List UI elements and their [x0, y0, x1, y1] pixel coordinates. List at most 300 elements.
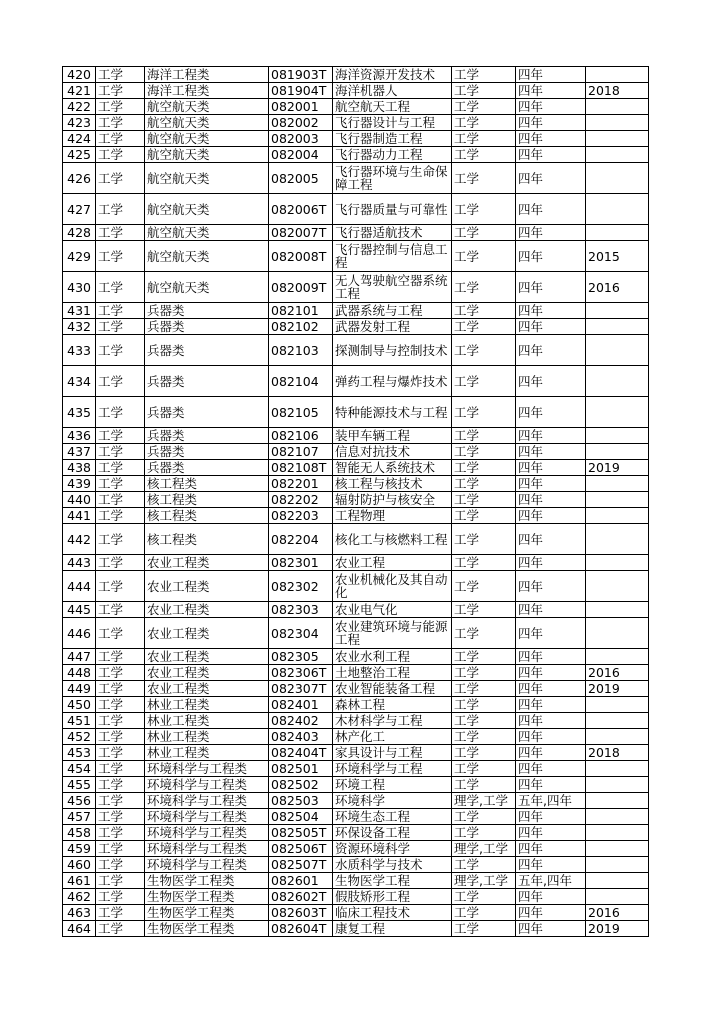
discipline-category-cell: 工学: [96, 83, 145, 99]
major-code-cell: 082003: [269, 131, 333, 147]
major-class-cell: 核工程类: [145, 476, 269, 492]
table-row: [63, 921, 649, 937]
major-class-cell: 林业工程类: [145, 697, 269, 713]
year-added-cell: [586, 857, 649, 873]
discipline-category-cell: 工学: [96, 761, 145, 777]
duration-cell: 四年: [516, 147, 586, 163]
table-row: [63, 115, 649, 131]
discipline-category-cell: 工学: [96, 873, 145, 889]
table-row: [63, 889, 649, 905]
major-code-cell: 082603T: [269, 905, 333, 921]
degree-cell: 工学: [452, 729, 516, 745]
major-class-cell: 环境科学与工程类: [145, 825, 269, 841]
year-added-cell: [586, 841, 649, 857]
degree-cell: 工学: [452, 99, 516, 115]
table-row: [63, 99, 649, 115]
row-number-cell: 456: [63, 793, 96, 809]
major-name-cell: 农业水利工程: [333, 649, 452, 665]
major-code-cell: 082201: [269, 476, 333, 492]
major-code-cell: 082101: [269, 303, 333, 319]
degree-cell: 工学: [452, 366, 516, 397]
degree-cell: 工学: [452, 476, 516, 492]
major-class-cell: 农业工程类: [145, 665, 269, 681]
major-class-cell: 兵器类: [145, 428, 269, 444]
row-number-cell: 461: [63, 873, 96, 889]
major-name-cell: 工程物理: [333, 508, 452, 524]
duration-cell: 四年: [516, 665, 586, 681]
major-name-cell: 农业机械化及其自动化: [333, 571, 452, 602]
table-row: [63, 428, 649, 444]
year-added-cell: [586, 131, 649, 147]
row-number-cell: 435: [63, 397, 96, 428]
major-class-cell: 海洋工程类: [145, 67, 269, 83]
major-class-cell: 环境科学与工程类: [145, 857, 269, 873]
degree-cell: 工学: [452, 697, 516, 713]
degree-cell: 工学: [452, 921, 516, 937]
duration-cell: 四年: [516, 225, 586, 241]
discipline-category-cell: 工学: [96, 460, 145, 476]
major-class-cell: 环境科学与工程类: [145, 761, 269, 777]
duration-cell: 四年: [516, 857, 586, 873]
major-name-cell: 信息对抗技术: [333, 444, 452, 460]
duration-cell: 四年: [516, 697, 586, 713]
major-name-cell: 环境科学与工程: [333, 761, 452, 777]
major-class-cell: 生物医学工程类: [145, 921, 269, 937]
row-number-cell: 446: [63, 618, 96, 649]
major-class-cell: 兵器类: [145, 460, 269, 476]
table-row: [63, 524, 649, 555]
degree-cell: 理学,工学: [452, 793, 516, 809]
duration-cell: 四年: [516, 761, 586, 777]
table-row: [63, 163, 649, 194]
row-number-cell: 431: [63, 303, 96, 319]
duration-cell: 四年: [516, 476, 586, 492]
year-added-cell: [586, 67, 649, 83]
discipline-category-cell: 工学: [96, 319, 145, 335]
discipline-category-cell: 工学: [96, 905, 145, 921]
major-code-cell: 082001: [269, 99, 333, 115]
row-number-cell: 443: [63, 555, 96, 571]
duration-cell: 四年: [516, 921, 586, 937]
degree-cell: 工学: [452, 618, 516, 649]
major-class-cell: 航空航天类: [145, 163, 269, 194]
degree-cell: 工学: [452, 335, 516, 366]
row-number-cell: 439: [63, 476, 96, 492]
major-code-cell: 082006T: [269, 194, 333, 225]
table-row: [63, 857, 649, 873]
row-number-cell: 441: [63, 508, 96, 524]
discipline-category-cell: 工学: [96, 335, 145, 366]
degree-cell: 工学: [452, 241, 516, 272]
degree-cell: 工学: [452, 602, 516, 618]
year-added-cell: [586, 147, 649, 163]
table-row: [63, 476, 649, 492]
major-name-cell: 环境生态工程: [333, 809, 452, 825]
year-added-cell: 2019: [586, 921, 649, 937]
major-code-cell: 082002: [269, 115, 333, 131]
degree-cell: 工学: [452, 428, 516, 444]
duration-cell: 四年: [516, 335, 586, 366]
discipline-category-cell: 工学: [96, 809, 145, 825]
major-code-cell: 082505T: [269, 825, 333, 841]
major-name-cell: 资源环境科学: [333, 841, 452, 857]
major-name-cell: 无人驾驶航空器系统工程: [333, 272, 452, 303]
discipline-category-cell: 工学: [96, 194, 145, 225]
row-number-cell: 423: [63, 115, 96, 131]
major-class-cell: 环境科学与工程类: [145, 793, 269, 809]
row-number-cell: 459: [63, 841, 96, 857]
discipline-category-cell: 工学: [96, 476, 145, 492]
duration-cell: 四年: [516, 194, 586, 225]
year-added-cell: [586, 397, 649, 428]
major-class-cell: 农业工程类: [145, 602, 269, 618]
major-code-cell: 081904T: [269, 83, 333, 99]
duration-cell: 四年: [516, 492, 586, 508]
major-code-cell: 082302: [269, 571, 333, 602]
duration-cell: 四年: [516, 83, 586, 99]
year-added-cell: 2016: [586, 272, 649, 303]
major-code-cell: 081903T: [269, 67, 333, 83]
row-number-cell: 449: [63, 681, 96, 697]
duration-cell: 四年: [516, 444, 586, 460]
discipline-category-cell: 工学: [96, 397, 145, 428]
table-row: [63, 745, 649, 761]
year-added-cell: [586, 618, 649, 649]
degree-cell: 工学: [452, 147, 516, 163]
year-added-cell: [586, 163, 649, 194]
discipline-category-cell: 工学: [96, 67, 145, 83]
discipline-category-cell: 工学: [96, 428, 145, 444]
row-number-cell: 452: [63, 729, 96, 745]
row-number-cell: 455: [63, 777, 96, 793]
table-row: [63, 147, 649, 163]
duration-cell: 四年: [516, 67, 586, 83]
year-added-cell: [586, 99, 649, 115]
table-row: [63, 681, 649, 697]
table-row: [63, 873, 649, 889]
degree-cell: 工学: [452, 460, 516, 476]
duration-cell: 四年: [516, 555, 586, 571]
table-row: [63, 649, 649, 665]
duration-cell: 四年: [516, 115, 586, 131]
major-name-cell: 临床工程技术: [333, 905, 452, 921]
table-row: [63, 492, 649, 508]
major-code-cell: 082009T: [269, 272, 333, 303]
major-code-cell: 082503: [269, 793, 333, 809]
table-row: [63, 555, 649, 571]
degree-cell: 工学: [452, 713, 516, 729]
major-code-cell: 082402: [269, 713, 333, 729]
major-class-cell: 林业工程类: [145, 729, 269, 745]
degree-cell: 工学: [452, 649, 516, 665]
major-code-cell: 082104: [269, 366, 333, 397]
major-class-cell: 农业工程类: [145, 571, 269, 602]
degree-cell: 理学,工学: [452, 873, 516, 889]
discipline-category-cell: 工学: [96, 303, 145, 319]
degree-cell: 工学: [452, 745, 516, 761]
major-name-cell: 森林工程: [333, 697, 452, 713]
table-row: [63, 460, 649, 476]
row-number-cell: 462: [63, 889, 96, 905]
table-row: [63, 508, 649, 524]
major-class-cell: 生物医学工程类: [145, 873, 269, 889]
row-number-cell: 427: [63, 194, 96, 225]
duration-cell: 四年: [516, 131, 586, 147]
table-row: [63, 225, 649, 241]
duration-cell: 四年: [516, 618, 586, 649]
row-number-cell: 448: [63, 665, 96, 681]
major-code-cell: 082007T: [269, 225, 333, 241]
year-added-cell: [586, 335, 649, 366]
discipline-category-cell: 工学: [96, 555, 145, 571]
major-code-cell: 082306T: [269, 665, 333, 681]
degree-cell: 工学: [452, 163, 516, 194]
discipline-category-cell: 工学: [96, 745, 145, 761]
duration-cell: 四年: [516, 649, 586, 665]
table-row: [63, 83, 649, 99]
duration-cell: 四年: [516, 841, 586, 857]
row-number-cell: 438: [63, 460, 96, 476]
row-number-cell: 463: [63, 905, 96, 921]
duration-cell: 四年: [516, 713, 586, 729]
table-row: [63, 319, 649, 335]
major-code-cell: 082601: [269, 873, 333, 889]
table-row: [63, 761, 649, 777]
duration-cell: 四年: [516, 571, 586, 602]
degree-cell: 工学: [452, 83, 516, 99]
major-code-cell: 082404T: [269, 745, 333, 761]
duration-cell: 四年: [516, 272, 586, 303]
degree-cell: 工学: [452, 665, 516, 681]
major-name-cell: 飞行器环境与生命保障工程: [333, 163, 452, 194]
year-added-cell: [586, 889, 649, 905]
year-added-cell: [586, 713, 649, 729]
row-number-cell: 458: [63, 825, 96, 841]
row-number-cell: 453: [63, 745, 96, 761]
degree-cell: 工学: [452, 303, 516, 319]
major-class-cell: 生物医学工程类: [145, 889, 269, 905]
major-class-cell: 兵器类: [145, 366, 269, 397]
row-number-cell: 447: [63, 649, 96, 665]
discipline-category-cell: 工学: [96, 492, 145, 508]
table-row: [63, 729, 649, 745]
major-code-cell: 082005: [269, 163, 333, 194]
row-number-cell: 450: [63, 697, 96, 713]
degree-cell: 工学: [452, 889, 516, 905]
table-row: [63, 777, 649, 793]
year-added-cell: [586, 428, 649, 444]
year-added-cell: [586, 225, 649, 241]
major-name-cell: 探测制导与控制技术: [333, 335, 452, 366]
year-added-cell: [586, 492, 649, 508]
major-name-cell: 装甲车辆工程: [333, 428, 452, 444]
major-code-cell: 082401: [269, 697, 333, 713]
discipline-category-cell: 工学: [96, 147, 145, 163]
major-name-cell: 特种能源技术与工程: [333, 397, 452, 428]
major-code-cell: 082106: [269, 428, 333, 444]
table-row: [63, 366, 649, 397]
duration-cell: 四年: [516, 745, 586, 761]
major-name-cell: 飞行器制造工程: [333, 131, 452, 147]
duration-cell: 四年: [516, 777, 586, 793]
major-class-cell: 航空航天类: [145, 225, 269, 241]
year-added-cell: [586, 319, 649, 335]
major-class-cell: 林业工程类: [145, 713, 269, 729]
table-row: [63, 618, 649, 649]
discipline-category-cell: 工学: [96, 131, 145, 147]
major-name-cell: 飞行器动力工程: [333, 147, 452, 163]
row-number-cell: 421: [63, 83, 96, 99]
duration-cell: 四年: [516, 460, 586, 476]
duration-cell: 四年: [516, 889, 586, 905]
table-row: [63, 602, 649, 618]
major-name-cell: 弹药工程与爆炸技术: [333, 366, 452, 397]
year-added-cell: [586, 729, 649, 745]
major-class-cell: 航空航天类: [145, 147, 269, 163]
year-added-cell: [586, 809, 649, 825]
duration-cell: 五年,四年: [516, 873, 586, 889]
discipline-category-cell: 工学: [96, 649, 145, 665]
year-added-cell: 2016: [586, 665, 649, 681]
discipline-category-cell: 工学: [96, 777, 145, 793]
discipline-category-cell: 工学: [96, 841, 145, 857]
table-row: [63, 665, 649, 681]
discipline-category-cell: 工学: [96, 681, 145, 697]
discipline-category-cell: 工学: [96, 921, 145, 937]
degree-cell: 理学,工学: [452, 841, 516, 857]
row-number-cell: 440: [63, 492, 96, 508]
year-added-cell: [586, 508, 649, 524]
row-number-cell: 430: [63, 272, 96, 303]
major-name-cell: 武器发射工程: [333, 319, 452, 335]
discipline-category-cell: 工学: [96, 729, 145, 745]
year-added-cell: 2018: [586, 83, 649, 99]
year-added-cell: 2015: [586, 241, 649, 272]
major-code-cell: 082506T: [269, 841, 333, 857]
degree-cell: 工学: [452, 571, 516, 602]
major-class-cell: 航空航天类: [145, 115, 269, 131]
discipline-category-cell: 工学: [96, 571, 145, 602]
year-added-cell: [586, 571, 649, 602]
duration-cell: 五年,四年: [516, 793, 586, 809]
year-added-cell: [586, 444, 649, 460]
row-number-cell: 434: [63, 366, 96, 397]
row-number-cell: 424: [63, 131, 96, 147]
major-code-cell: 082604T: [269, 921, 333, 937]
discipline-category-cell: 工学: [96, 99, 145, 115]
major-name-cell: 林产化工: [333, 729, 452, 745]
degree-cell: 工学: [452, 508, 516, 524]
major-code-cell: 082202: [269, 492, 333, 508]
major-class-cell: 生物医学工程类: [145, 905, 269, 921]
discipline-category-cell: 工学: [96, 444, 145, 460]
discipline-category-cell: 工学: [96, 618, 145, 649]
major-class-cell: 农业工程类: [145, 618, 269, 649]
year-added-cell: [586, 649, 649, 665]
row-number-cell: 437: [63, 444, 96, 460]
duration-cell: 四年: [516, 303, 586, 319]
major-name-cell: 智能无人系统技术: [333, 460, 452, 476]
row-number-cell: 436: [63, 428, 96, 444]
major-code-cell: 082305: [269, 649, 333, 665]
table-row: [63, 809, 649, 825]
major-name-cell: 木材科学与工程: [333, 713, 452, 729]
major-name-cell: 康复工程: [333, 921, 452, 937]
major-code-cell: 082105: [269, 397, 333, 428]
table-row: [63, 571, 649, 602]
row-number-cell: 464: [63, 921, 96, 937]
discipline-category-cell: 工学: [96, 857, 145, 873]
year-added-cell: [586, 194, 649, 225]
row-number-cell: 420: [63, 67, 96, 83]
duration-cell: 四年: [516, 809, 586, 825]
major-name-cell: 环保设备工程: [333, 825, 452, 841]
discipline-category-cell: 工学: [96, 163, 145, 194]
major-name-cell: 飞行器控制与信息工程: [333, 241, 452, 272]
major-class-cell: 航空航天类: [145, 272, 269, 303]
discipline-category-cell: 工学: [96, 665, 145, 681]
major-name-cell: 农业工程: [333, 555, 452, 571]
major-class-cell: 海洋工程类: [145, 83, 269, 99]
major-code-cell: 082501: [269, 761, 333, 777]
major-name-cell: 航空航天工程: [333, 99, 452, 115]
major-name-cell: 海洋资源开发技术: [333, 67, 452, 83]
year-added-cell: [586, 761, 649, 777]
row-number-cell: 426: [63, 163, 96, 194]
major-class-cell: 航空航天类: [145, 194, 269, 225]
year-added-cell: 2019: [586, 681, 649, 697]
degree-cell: 工学: [452, 777, 516, 793]
degree-cell: 工学: [452, 67, 516, 83]
degree-cell: 工学: [452, 857, 516, 873]
duration-cell: 四年: [516, 163, 586, 194]
table-row: [63, 905, 649, 921]
major-name-cell: 生物医学工程: [333, 873, 452, 889]
major-code-cell: 082102: [269, 319, 333, 335]
major-class-cell: 兵器类: [145, 303, 269, 319]
major-code-cell: 082103: [269, 335, 333, 366]
duration-cell: 四年: [516, 241, 586, 272]
duration-cell: 四年: [516, 729, 586, 745]
major-name-cell: 海洋机器人: [333, 83, 452, 99]
row-number-cell: 442: [63, 524, 96, 555]
duration-cell: 四年: [516, 366, 586, 397]
major-name-cell: 飞行器适航技术: [333, 225, 452, 241]
major-name-cell: 飞行器设计与工程: [333, 115, 452, 131]
discipline-category-cell: 工学: [96, 225, 145, 241]
year-added-cell: [586, 366, 649, 397]
major-class-cell: 农业工程类: [145, 649, 269, 665]
major-name-cell: 家具设计与工程: [333, 745, 452, 761]
major-class-cell: 航空航天类: [145, 99, 269, 115]
table-row: [63, 697, 649, 713]
major-class-cell: 核工程类: [145, 508, 269, 524]
discipline-category-cell: 工学: [96, 508, 145, 524]
major-class-cell: 环境科学与工程类: [145, 777, 269, 793]
major-class-cell: 兵器类: [145, 319, 269, 335]
year-added-cell: [586, 303, 649, 319]
year-added-cell: [586, 825, 649, 841]
major-code-cell: 082502: [269, 777, 333, 793]
table-row: [63, 841, 649, 857]
major-class-cell: 农业工程类: [145, 681, 269, 697]
table-row: [63, 335, 649, 366]
major-name-cell: 核化工与核燃料工程: [333, 524, 452, 555]
table-row: [63, 793, 649, 809]
row-number-cell: 457: [63, 809, 96, 825]
discipline-category-cell: 工学: [96, 713, 145, 729]
duration-cell: 四年: [516, 397, 586, 428]
